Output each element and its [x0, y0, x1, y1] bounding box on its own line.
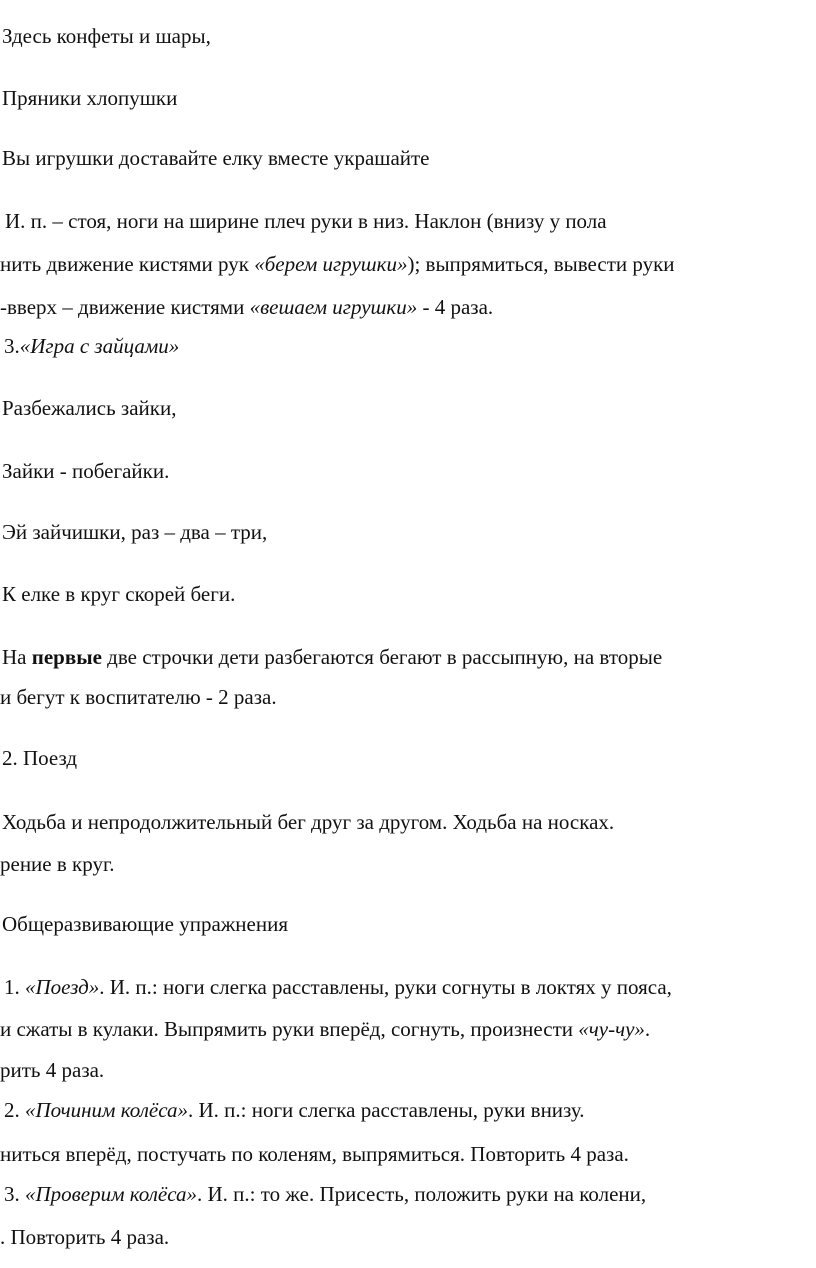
italic-text: «вешаем игрушки»: [249, 295, 418, 319]
poem-line-5: [2, 459, 169, 483]
italic-text: «Поезд»: [25, 975, 100, 999]
italic-text: «Проверим колёса»: [25, 1182, 198, 1206]
section-heading-game-hares: [4, 334, 179, 358]
text: . Повторить 4 раза.: [0, 1225, 170, 1249]
exercise-3-line-1: [4, 1182, 646, 1206]
text: - 4 раза.: [417, 295, 494, 319]
text: Пряники хлопушки: [2, 86, 178, 110]
italic-text: «Игра с зайцами»: [19, 334, 180, 358]
text: Вы игрушки доставайте елку вместе украшайте: [2, 146, 430, 170]
text: . И. п.: ноги слегка расставлены, руки внизу.: [187, 1098, 585, 1122]
walking-description-line-2: [0, 852, 114, 876]
text: 3.: [4, 334, 20, 358]
italic-text: «берем игрушки»: [254, 252, 408, 276]
bold-text: первые: [31, 645, 102, 669]
text: Ходьба и непродолжительный бег друг за другом. Ходьба на носках.: [2, 810, 615, 834]
exercise-1-line-2: [0, 1017, 650, 1041]
text: К елке в круг скорей беги.: [2, 582, 236, 606]
exercise-1-line-3: [0, 1058, 104, 1082]
text: две строчки дети разбегаются бегают в рассыпную, на вторые: [101, 645, 663, 669]
exercise-2-line-1: [4, 1098, 585, 1122]
text: и сжаты в кулаки. Выпрямить руки вперёд, согнуть, произнести: [0, 1017, 579, 1041]
text: 1.: [4, 975, 25, 999]
text: рение в круг.: [0, 852, 115, 876]
text: Эй зайчишки, раз – два – три,: [2, 520, 268, 544]
text: Общеразвивающие упражнения: [2, 912, 289, 936]
text: 3.: [4, 1182, 25, 1206]
section-heading-general-exercises: [2, 912, 288, 936]
text: .: [644, 1017, 651, 1041]
game-rules-line-1: [2, 645, 662, 669]
poem-line-6: [2, 520, 267, 544]
exercise-1-line-1: [4, 975, 672, 999]
italic-text: «чу-чу»: [578, 1017, 645, 1041]
italic-text: «Починим колёса»: [25, 1098, 188, 1122]
text: На: [2, 645, 32, 669]
walking-description-line-1: [2, 810, 614, 834]
text: И. п. – стоя, ноги на ширине плеч руки в низ. Наклон (внизу у пола: [5, 209, 607, 233]
exercise-description-line-3: [0, 295, 493, 319]
exercise-description-line-1: [5, 209, 607, 233]
section-heading-train: [2, 746, 77, 770]
text: -вверх – движение кистями: [0, 295, 250, 319]
text: . И. п.: ноги слегка расставлены, руки согнуты в локтях у пояса,: [99, 975, 672, 999]
text: . И. п.: то же. Присесть, положить руки на колени,: [197, 1182, 647, 1206]
game-rules-line-2: [0, 685, 277, 709]
exercise-2-line-2: [0, 1142, 629, 1166]
text: рить 4 раза.: [0, 1058, 105, 1082]
poem-line-4: [2, 396, 176, 420]
text: Разбежались зайки,: [2, 396, 177, 420]
text: ); выпрямиться, вывести руки: [407, 252, 675, 276]
poem-line-3: [2, 146, 430, 170]
text: Здесь конфеты и шары,: [2, 24, 211, 48]
text: 2. Поезд: [2, 746, 78, 770]
poem-line-2: [2, 86, 177, 110]
poem-line-7: [2, 582, 235, 606]
text: и бегут к воспитателю - 2 раза.: [0, 685, 277, 709]
text: Зайки - побегайки.: [2, 459, 170, 483]
exercise-3-line-2: [0, 1225, 169, 1249]
text: нить движение кистями рук: [0, 252, 255, 276]
poem-line-1: [2, 24, 211, 48]
text: 2.: [4, 1098, 25, 1122]
text: ниться вперёд, постучать по коленям, выпрямиться. Повторить 4 раза.: [0, 1142, 629, 1166]
exercise-description-line-2: [0, 252, 675, 276]
